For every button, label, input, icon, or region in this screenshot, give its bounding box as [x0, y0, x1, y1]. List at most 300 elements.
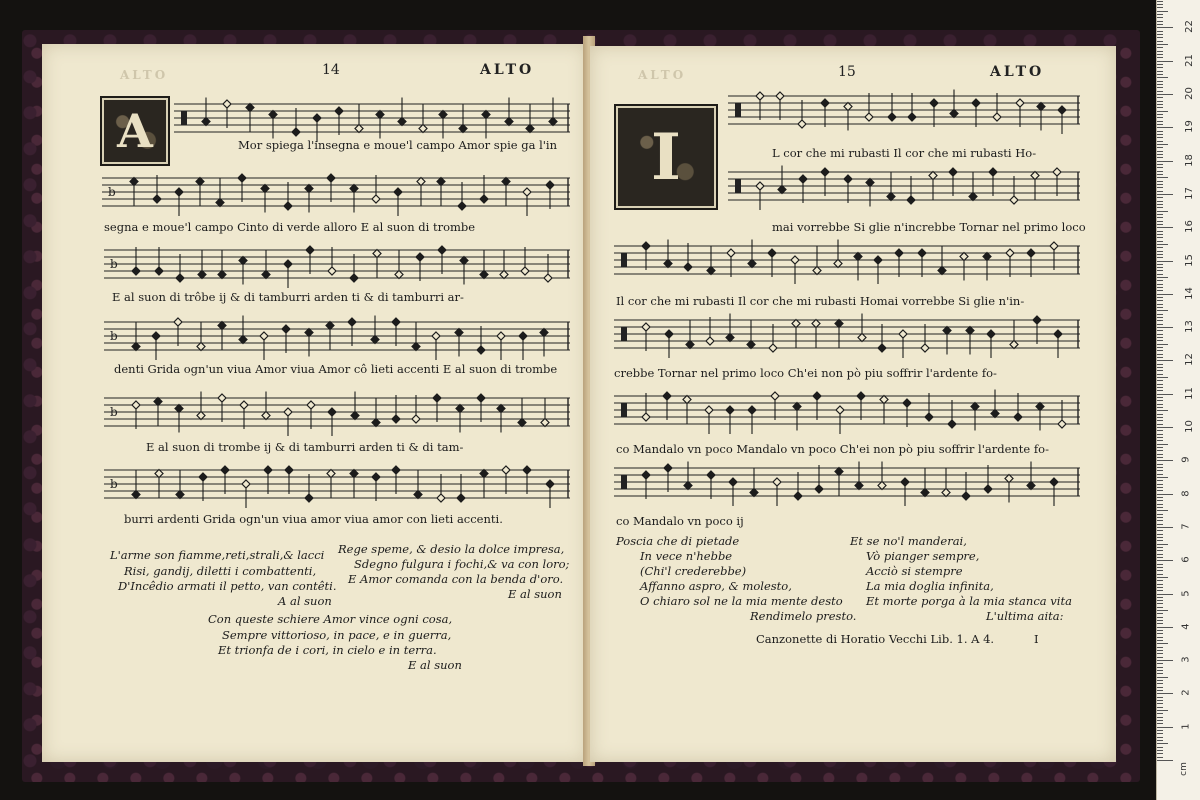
- verse-line: Et trionfa de i cori, in cielo e in terra.: [218, 643, 437, 657]
- note-head: [821, 99, 829, 107]
- ruler-minor-tick: [1157, 247, 1163, 248]
- clef-mark: [735, 179, 741, 193]
- note-head: [865, 113, 873, 121]
- note-head: [921, 489, 929, 497]
- note-head: [899, 330, 907, 338]
- ruler-minor-tick: [1157, 24, 1163, 25]
- note-head: [748, 406, 756, 414]
- ruler-minor-tick: [1157, 137, 1163, 138]
- ruler-minor-tick: [1157, 131, 1163, 132]
- music-staff: [104, 462, 570, 512]
- ruler-minor-tick: [1157, 310, 1168, 311]
- ruler-tick: [1157, 194, 1173, 195]
- ruler-minor-tick: [1157, 347, 1163, 348]
- note-head: [350, 185, 358, 193]
- verse-line: Acciò si stempre: [866, 564, 963, 578]
- ruler-minor-tick: [1157, 570, 1163, 571]
- ruler-minor-tick: [1157, 254, 1163, 255]
- ruler-minor-tick: [1157, 104, 1163, 105]
- ruler-minor-tick: [1157, 567, 1163, 568]
- ruler-minor-tick: [1157, 530, 1163, 531]
- ruler-minor-tick: [1157, 267, 1163, 268]
- ruler-minor-tick: [1157, 151, 1163, 152]
- lyric-line: burri ardenti Grida ogn'un viua amor viua amor con lieti accenti.: [124, 512, 503, 526]
- note-head: [262, 271, 270, 279]
- ruler-minor-tick: [1157, 304, 1163, 305]
- note-head: [505, 118, 513, 126]
- ruler-minor-tick: [1157, 317, 1163, 318]
- ruler-minor-tick: [1157, 224, 1163, 225]
- note-head: [305, 185, 313, 193]
- ruler-minor-tick: [1157, 51, 1163, 52]
- note-head: [950, 110, 958, 118]
- ruler-minor-tick: [1157, 257, 1163, 258]
- note-head: [175, 405, 183, 413]
- music-staff: [104, 242, 570, 292]
- verse-line: Et se no'l manderai,: [850, 534, 967, 548]
- ruler-label: 7: [1180, 523, 1192, 530]
- verse-line: Et morte porga à la mia stanca vita: [866, 594, 1072, 608]
- note-head: [261, 185, 269, 193]
- ruler-minor-tick: [1157, 167, 1163, 168]
- note-head: [844, 103, 852, 111]
- note-head: [218, 322, 226, 330]
- note-head: [351, 412, 359, 420]
- ruler-minor-tick: [1157, 514, 1163, 515]
- note-head: [1050, 242, 1058, 250]
- ruler-minor-tick: [1157, 214, 1163, 215]
- ruler-tick: [1157, 327, 1173, 328]
- ruler-minor-tick: [1157, 71, 1163, 72]
- ruler-minor-tick: [1157, 390, 1163, 391]
- note-head: [706, 337, 714, 345]
- ruler-minor-tick: [1157, 420, 1163, 421]
- ruler-minor-tick: [1157, 337, 1163, 338]
- note-head: [355, 125, 363, 133]
- clef-mark: [735, 103, 741, 117]
- initial-letter: I: [616, 106, 716, 208]
- ruler-minor-tick: [1157, 710, 1168, 711]
- note-head: [799, 175, 807, 183]
- note-head: [1027, 482, 1035, 490]
- ruler-label: 8: [1180, 489, 1192, 497]
- note-head: [727, 249, 735, 257]
- note-head: [284, 408, 292, 416]
- flat-sign: b: [108, 185, 116, 199]
- ruler-label: 9: [1180, 456, 1192, 463]
- note-head: [432, 332, 440, 340]
- note-head: [1005, 475, 1013, 483]
- ruler-minor-tick: [1157, 504, 1163, 505]
- show-through-text: ALTO: [120, 68, 169, 82]
- ruler-minor-tick: [1157, 677, 1168, 678]
- note-head: [477, 346, 485, 354]
- ruler-tick: [1157, 594, 1173, 595]
- note-head: [398, 118, 406, 126]
- music-staff: [728, 164, 1080, 214]
- note-head: [989, 168, 997, 176]
- ruler-minor-tick: [1157, 290, 1163, 291]
- ruler-minor-tick: [1157, 251, 1163, 252]
- verse-line: E al suon: [508, 587, 562, 601]
- note-head: [815, 485, 823, 493]
- ruler-tick: [1157, 261, 1173, 262]
- note-head: [154, 398, 162, 406]
- ruler-minor-tick: [1157, 600, 1163, 601]
- note-head: [834, 260, 842, 268]
- ruler-minor-tick: [1157, 547, 1163, 548]
- note-head: [417, 178, 425, 186]
- ruler-minor-tick: [1157, 497, 1163, 498]
- ruler-minor-tick: [1157, 683, 1163, 684]
- ruler-minor-tick: [1157, 177, 1168, 178]
- note-head: [197, 412, 205, 420]
- ruler-minor-tick: [1157, 31, 1163, 32]
- ruler-minor-tick: [1157, 450, 1163, 451]
- signature-mark: I: [1034, 632, 1039, 646]
- ruler-minor-tick: [1157, 537, 1163, 538]
- note-head: [335, 107, 343, 115]
- ruler-minor-tick: [1157, 584, 1163, 585]
- ruler-tick: [1157, 494, 1173, 495]
- ruler-minor-tick: [1157, 484, 1163, 485]
- ruler-minor-tick: [1157, 647, 1163, 648]
- note-head: [930, 99, 938, 107]
- ruler-minor-tick: [1157, 667, 1163, 668]
- note-head: [176, 491, 184, 499]
- ruler-minor-tick: [1157, 87, 1163, 88]
- music-staff: [614, 312, 1080, 362]
- note-head: [412, 343, 420, 351]
- note-head: [155, 267, 163, 275]
- note-head: [199, 473, 207, 481]
- ruler-minor-tick: [1157, 737, 1163, 738]
- ruler-minor-tick: [1157, 487, 1163, 488]
- voice-label: ALTO: [480, 62, 535, 78]
- note-head: [792, 320, 800, 328]
- note-head: [1027, 249, 1035, 257]
- note-head: [285, 466, 293, 474]
- note-head: [284, 260, 292, 268]
- ruler-minor-tick: [1157, 81, 1163, 82]
- music-staff: [102, 170, 570, 220]
- ruler-minor-tick: [1157, 320, 1163, 321]
- ruler-minor-tick: [1157, 707, 1163, 708]
- ruler-tick: [1157, 527, 1173, 528]
- ruler-minor-tick: [1157, 564, 1163, 565]
- ruler-minor-tick: [1157, 207, 1163, 208]
- note-head: [223, 100, 231, 108]
- ruler-label: 10: [1183, 420, 1195, 433]
- ruler-minor-tick: [1157, 753, 1163, 754]
- note-head: [707, 267, 715, 275]
- ruler-minor-tick: [1157, 14, 1163, 15]
- ruler-minor-tick: [1157, 164, 1163, 165]
- ruler-minor-tick: [1157, 134, 1163, 135]
- note-head: [943, 327, 951, 335]
- note-head: [942, 489, 950, 497]
- note-head: [246, 104, 254, 112]
- verse-line: Sdegno fulgura i fochi,& va con loro;: [354, 557, 570, 571]
- note-head: [392, 318, 400, 326]
- note-head: [240, 401, 248, 409]
- ruler-minor-tick: [1157, 37, 1163, 38]
- note-head: [175, 188, 183, 196]
- note-head: [540, 329, 548, 337]
- note-head: [888, 113, 896, 121]
- note-head: [836, 406, 844, 414]
- ruler-minor-tick: [1157, 107, 1163, 108]
- verse-line: E Amor comanda con la benda d'oro.: [348, 572, 564, 586]
- ruler-minor-tick: [1157, 340, 1163, 341]
- ruler-minor-tick: [1157, 344, 1168, 345]
- note-head: [372, 473, 380, 481]
- note-head: [983, 253, 991, 261]
- ruler-minor-tick: [1157, 414, 1163, 415]
- note-head: [437, 494, 445, 502]
- verse-line: La mia doglia infinita,: [866, 579, 994, 593]
- note-head: [642, 323, 650, 331]
- note-head: [887, 193, 895, 201]
- note-head: [260, 332, 268, 340]
- note-head: [776, 92, 784, 100]
- note-head: [991, 410, 999, 418]
- ruler-label: 18: [1183, 153, 1195, 167]
- note-head: [798, 120, 806, 128]
- note-head: [908, 113, 916, 121]
- ruler-minor-tick: [1157, 244, 1168, 245]
- ruler-minor-tick: [1157, 510, 1168, 511]
- ruler-minor-tick: [1157, 464, 1163, 465]
- ruler-minor-tick: [1157, 697, 1163, 698]
- ruler-tick: [1157, 427, 1173, 428]
- flat-sign: b: [110, 257, 118, 271]
- ruler-minor-tick: [1157, 97, 1163, 98]
- ruler-minor-tick: [1157, 34, 1163, 35]
- ruler-minor-tick: [1157, 607, 1163, 608]
- ruler-tick: [1157, 560, 1173, 561]
- note-head: [750, 489, 758, 497]
- note-head: [812, 320, 820, 328]
- ruler-minor-tick: [1157, 404, 1163, 405]
- note-head: [1053, 168, 1061, 176]
- page-number: 14: [322, 62, 340, 78]
- note-head: [328, 267, 336, 275]
- ruler-minor-tick: [1157, 377, 1168, 378]
- note-head: [198, 271, 206, 279]
- note-head: [1010, 196, 1018, 204]
- note-head: [948, 420, 956, 428]
- ruler-minor-tick: [1157, 440, 1163, 441]
- note-head: [878, 344, 886, 352]
- verse-line: Con queste schiere Amor vince ogni cosa,: [208, 612, 453, 626]
- note-head: [132, 343, 140, 351]
- ruler-minor-tick: [1157, 1, 1163, 2]
- ruler-label: 2: [1180, 689, 1192, 697]
- note-head: [1058, 420, 1066, 428]
- ruler-minor-tick: [1157, 330, 1163, 331]
- note-head: [813, 267, 821, 275]
- note-head: [1058, 106, 1066, 114]
- note-head: [1054, 330, 1062, 338]
- ruler-minor-tick: [1157, 234, 1163, 235]
- note-head: [921, 344, 929, 352]
- note-head: [1033, 316, 1041, 324]
- note-head: [684, 482, 692, 490]
- ruler-label: 19: [1183, 120, 1195, 134]
- note-head: [642, 242, 650, 250]
- ruler-minor-tick: [1157, 154, 1163, 155]
- note-head: [768, 249, 776, 257]
- verse-line: Vò pianger sempre,: [866, 549, 980, 563]
- note-head: [523, 188, 531, 196]
- ruler-minor-tick: [1157, 700, 1163, 701]
- note-head: [726, 406, 734, 414]
- ruler-minor-tick: [1157, 670, 1163, 671]
- ruler-minor-tick: [1157, 610, 1168, 611]
- music-staff: [104, 314, 570, 364]
- lyric-line: Il cor che mi rubasti Il cor che mi rubasti Homai vorrebbe Si glie n'in-: [616, 294, 1025, 308]
- note-head: [526, 125, 534, 133]
- flat-sign: b: [110, 477, 118, 491]
- ruler-minor-tick: [1157, 444, 1168, 445]
- lyric-line: Mor spiega l'insegna e moue'l campo Amor spie ga l'in: [238, 138, 558, 152]
- ruler-label: 12: [1183, 353, 1195, 367]
- music-staff: [614, 460, 1080, 510]
- ruler-minor-tick: [1157, 270, 1163, 271]
- ruler-label: 13: [1183, 320, 1195, 333]
- note-head: [903, 399, 911, 407]
- note-head: [327, 174, 335, 182]
- ruler-minor-tick: [1157, 480, 1163, 481]
- ruler-minor-tick: [1157, 747, 1163, 748]
- ruler-minor-tick: [1157, 410, 1168, 411]
- note-head: [216, 199, 224, 207]
- ruler-minor-tick: [1157, 703, 1163, 704]
- note-head: [348, 318, 356, 326]
- ruler-minor-tick: [1157, 520, 1163, 521]
- ruler-minor-tick: [1157, 231, 1163, 232]
- note-head: [707, 471, 715, 479]
- note-head: [395, 271, 403, 279]
- note-head: [152, 332, 160, 340]
- ruler-minor-tick: [1157, 550, 1163, 551]
- note-head: [686, 341, 694, 349]
- ruler-minor-tick: [1157, 490, 1163, 491]
- note-head: [196, 178, 204, 186]
- ruler-minor-tick: [1157, 237, 1163, 238]
- ruler-minor-tick: [1157, 147, 1163, 148]
- ruler-minor-tick: [1157, 21, 1163, 22]
- note-head: [793, 403, 801, 411]
- ruler-minor-tick: [1157, 384, 1163, 385]
- note-head: [642, 471, 650, 479]
- ruler-tick: [1157, 360, 1173, 361]
- verse-line: L'arme son fiamme,reti,strali,& lacci: [110, 548, 325, 562]
- ruler-minor-tick: [1157, 387, 1163, 388]
- ruler-minor-tick: [1157, 47, 1163, 48]
- ruler-minor-tick: [1157, 54, 1163, 55]
- ruler-minor-tick: [1157, 397, 1163, 398]
- note-head: [729, 478, 737, 486]
- note-head: [482, 111, 490, 119]
- verse-line: Risi, gandij, diletti i combattenti,: [124, 564, 317, 578]
- ruler-minor-tick: [1157, 690, 1163, 691]
- note-head: [523, 466, 531, 474]
- note-head: [791, 256, 799, 264]
- ruler-minor-tick: [1157, 7, 1163, 8]
- ruler-minor-tick: [1157, 637, 1163, 638]
- ruler-minor-tick: [1157, 477, 1168, 478]
- ruler-minor-tick: [1157, 507, 1163, 508]
- clef-mark: [181, 111, 187, 125]
- ruler-minor-tick: [1157, 57, 1163, 58]
- ruler-tick: [1157, 227, 1173, 228]
- ruler-minor-tick: [1157, 740, 1163, 741]
- note-head: [372, 419, 380, 427]
- note-head: [218, 394, 226, 402]
- note-head: [502, 178, 510, 186]
- ruler-minor-tick: [1157, 117, 1163, 118]
- verse-line: (Chi'l crederebbe): [640, 564, 747, 578]
- note-head: [174, 318, 182, 326]
- voice-label: ALTO: [990, 64, 1045, 80]
- ruler-minor-tick: [1157, 424, 1163, 425]
- ruler-minor-tick: [1157, 197, 1163, 198]
- note-head: [460, 257, 468, 265]
- note-head: [458, 202, 466, 210]
- note-head: [756, 92, 764, 100]
- ruler-minor-tick: [1157, 287, 1163, 288]
- note-head: [376, 111, 384, 119]
- note-head: [993, 113, 1001, 121]
- note-head: [327, 470, 335, 478]
- clef-mark: [621, 403, 627, 417]
- ruler-minor-tick: [1157, 680, 1163, 681]
- music-staff: [104, 390, 570, 440]
- ruler-minor-tick: [1157, 121, 1163, 122]
- ruler-minor-tick: [1157, 457, 1163, 458]
- ruler-minor-tick: [1157, 74, 1163, 75]
- ruler-label: 5: [1180, 589, 1192, 597]
- lyric-line: E al suon di trôbe ij & di tamburri arden ti & di tamburri ar-: [112, 290, 464, 304]
- note-head: [459, 125, 467, 133]
- ruler-minor-tick: [1157, 643, 1168, 644]
- note-head: [683, 396, 691, 404]
- note-head: [439, 111, 447, 119]
- ruler-unit: cm: [1178, 762, 1189, 776]
- ruler-tick: [1157, 61, 1173, 62]
- ruler-minor-tick: [1157, 84, 1163, 85]
- note-head: [835, 320, 843, 328]
- note-head: [438, 246, 446, 254]
- note-head: [412, 415, 420, 423]
- ruler-minor-tick: [1157, 297, 1163, 298]
- ruler-minor-tick: [1157, 580, 1163, 581]
- ruler-minor-tick: [1157, 174, 1163, 175]
- verse-line: E al suon: [408, 658, 462, 672]
- ruler-minor-tick: [1157, 733, 1163, 734]
- note-head: [373, 250, 381, 258]
- ruler-minor-tick: [1157, 687, 1163, 688]
- note-head: [282, 325, 290, 333]
- verse-line: In vece n'hebbe: [640, 549, 733, 563]
- ruler-minor-tick: [1157, 750, 1163, 751]
- initial-letter: A: [102, 98, 168, 164]
- verse-line: Affanno aspro, & molesto,: [640, 579, 792, 593]
- ruler-minor-tick: [1157, 201, 1163, 202]
- note-head: [844, 175, 852, 183]
